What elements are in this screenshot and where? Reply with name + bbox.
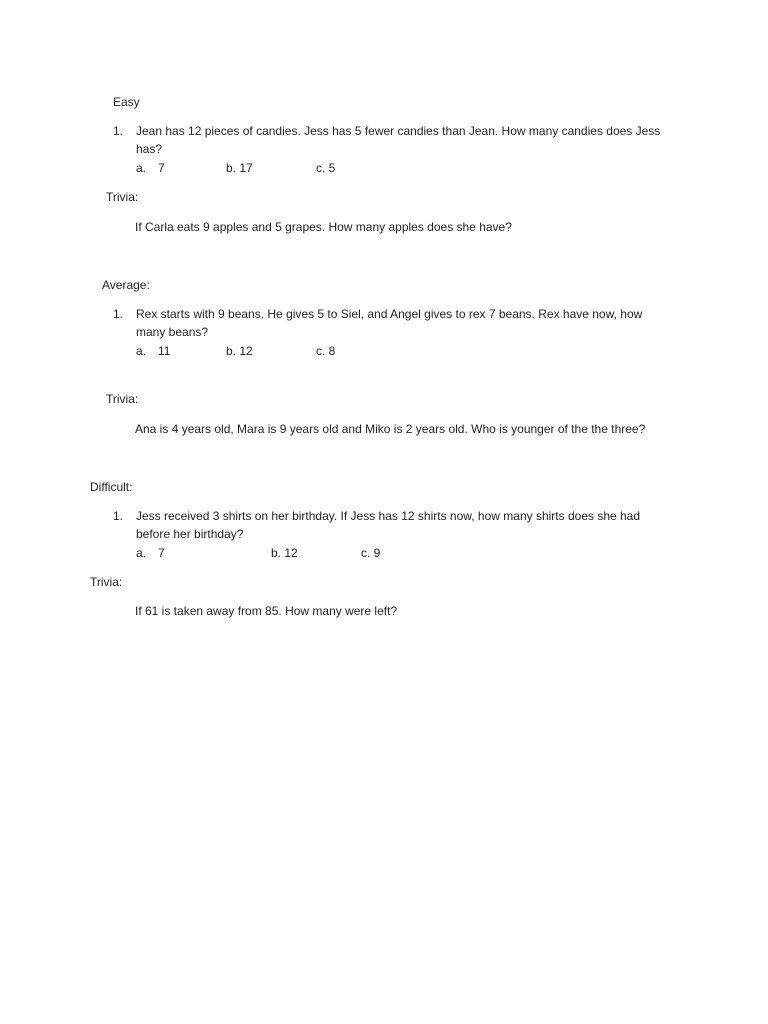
choice-a-value: 7	[158, 546, 165, 560]
choice-a-letter: a.	[136, 546, 147, 560]
question-number: 1.	[113, 307, 124, 321]
trivia-label: Trivia:	[106, 190, 139, 204]
trivia-label: Trivia:	[90, 575, 123, 589]
section-heading-difficult: Difficult:	[90, 480, 133, 494]
question-number: 1.	[113, 124, 124, 138]
choice-c: c. 5	[316, 161, 336, 175]
trivia-text: Ana is 4 years old, Mara is 9 years old and Miko is 2 years old. Who is younger of the the three?	[135, 422, 646, 436]
question-number: 1.	[113, 509, 124, 523]
choice-a-value: 11	[158, 344, 171, 358]
choice-a-value: 7	[158, 161, 165, 175]
choice-b: b. 12	[271, 546, 298, 560]
trivia-text: If Carla eats 9 apples and 5 grapes. How many apples does she have?	[135, 220, 512, 234]
choice-a-letter: a.	[136, 344, 147, 358]
choice-b: b. 12	[226, 344, 253, 358]
section-heading-average: Average:	[102, 278, 150, 292]
trivia-label: Trivia:	[106, 392, 139, 406]
choice-a-letter: a.	[136, 161, 147, 175]
question-text: Jess received 3 shirts on her birthday. If Jess has 12 shirts now, how many shirts does she had before her birthday?	[136, 509, 641, 541]
choice-b: b. 17	[226, 161, 253, 175]
question-text: Rex starts with 9 beans. He gives 5 to Siel, and Angel gives to rex 7 beans. Rex have now, how many beans?	[136, 307, 643, 339]
question-text: Jean has 12 pieces of candies. Jess has 5 fewer candies than Jean. How many candies does Jess has?	[136, 124, 661, 156]
choice-c: c. 8	[316, 344, 336, 358]
trivia-text: If 61 is taken away from 85. How many were left?	[135, 604, 398, 618]
section-heading-easy: Easy	[113, 95, 140, 109]
choice-c: c. 9	[361, 546, 381, 560]
